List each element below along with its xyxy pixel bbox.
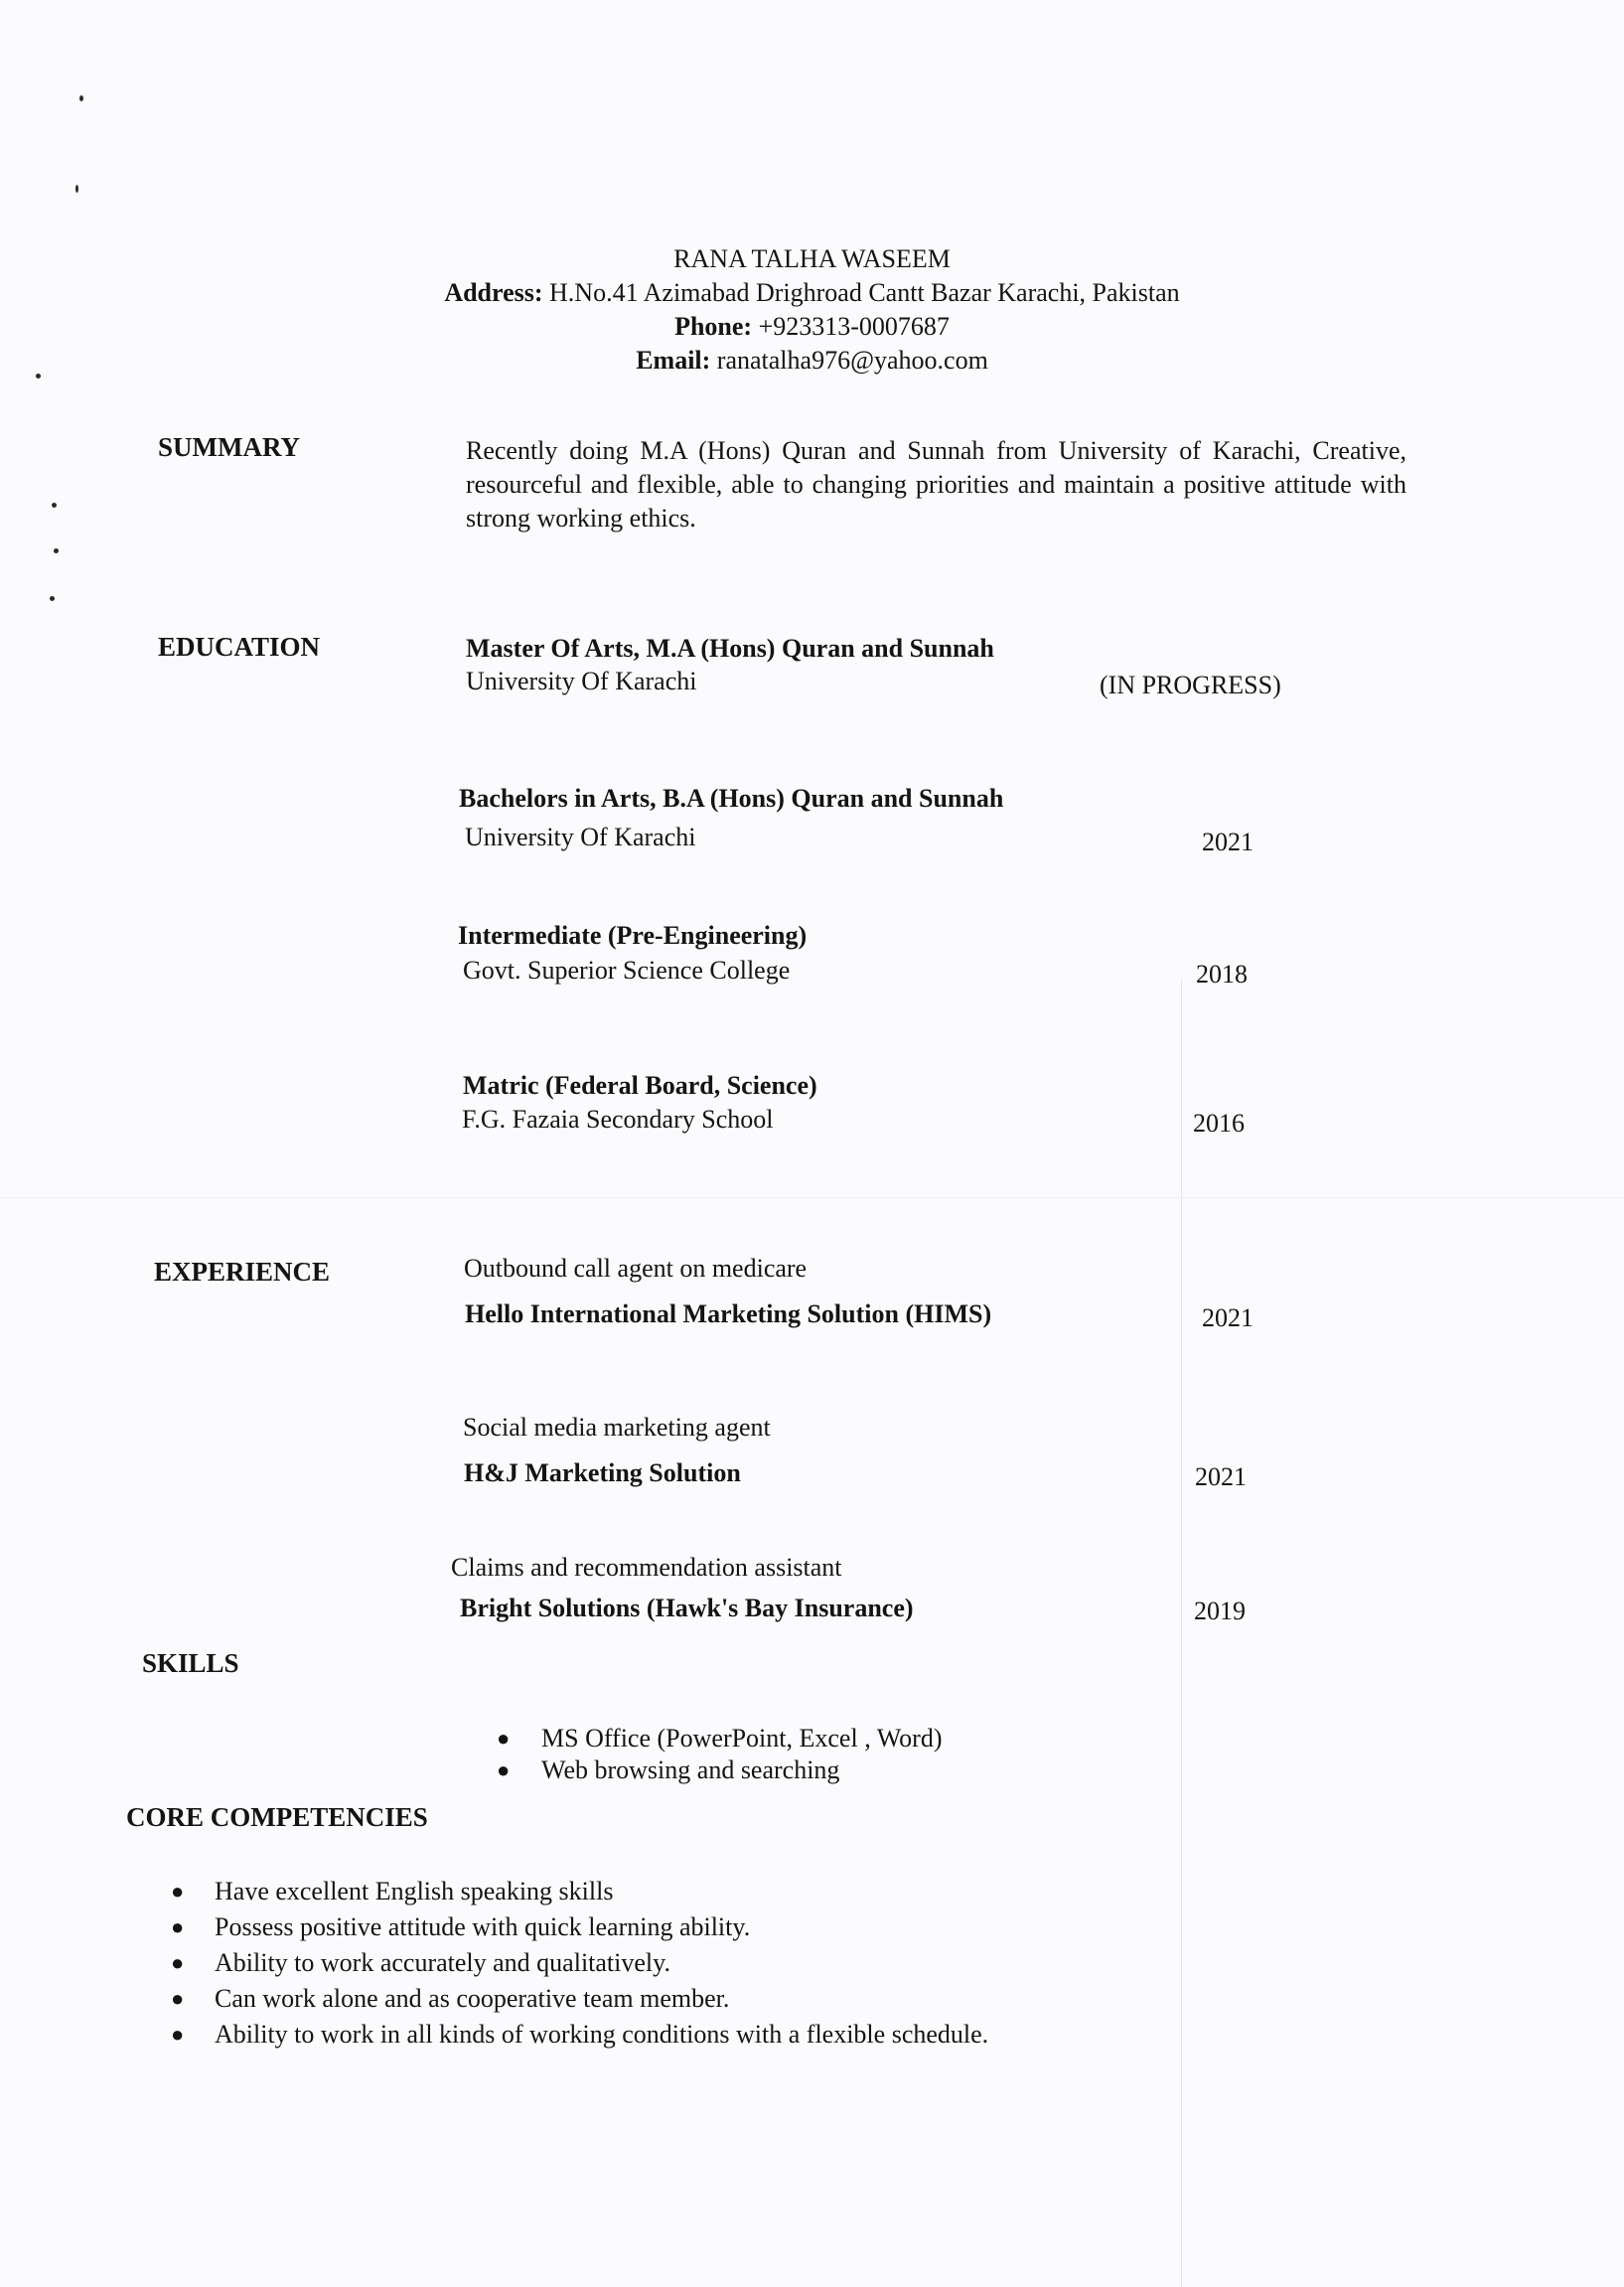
- core-competencies-list: [171, 1877, 988, 2056]
- email-line: [0, 348, 1624, 374]
- education-institution: F.G. Fazaia Secondary School: [462, 1105, 774, 1134]
- address-line: [0, 280, 1624, 306]
- experience-heading: EXPERIENCE: [154, 1257, 331, 1287]
- phone-value: +923313-0007687: [758, 312, 950, 341]
- competency-text: Ability to work in all kinds of working conditions with a flexible schedule.: [215, 2020, 989, 2049]
- list-item: ● MS Office (PowerPoint, Excel , Word): [497, 1724, 943, 1753]
- skills-list: [497, 1724, 943, 1787]
- scan-speck: [50, 596, 55, 601]
- list-item: ● Possess positive attitude with quick learning ability.: [171, 1912, 751, 1941]
- list-item: ● Ability to work in all kinds of working conditions with a flexible schedule.: [171, 2020, 989, 2049]
- list-item: ● Ability to work accurately and qualitatively.: [171, 1948, 670, 1977]
- education-degree: Intermediate (Pre-Engineering): [458, 921, 808, 950]
- education-year: (IN PROGRESS): [1100, 671, 1281, 699]
- competency-text: Possess positive attitude with quick learning ability.: [215, 1912, 751, 1941]
- experience-company: H&J Marketing Solution: [464, 1458, 741, 1487]
- address-value: H.No.41 Azimabad Drighroad Cantt Bazar Karachi, Pakistan: [549, 278, 1180, 307]
- summary-text: Recently doing M.A (Hons) Quran and Sunnah from University of Karachi, Creative, resourceful and flexible, able to changing priorities and maintain a positive attitude with strong working ethics.: [466, 436, 1406, 533]
- scan-speck: [75, 185, 78, 193]
- experience-role: Claims and recommendation assistant: [451, 1553, 842, 1582]
- experience-year: 2021: [1202, 1303, 1254, 1332]
- paper-fold-line-horizontal: [0, 1197, 1624, 1198]
- education-degree: Master Of Arts, M.A (Hons) Quran and Sunnah: [466, 634, 994, 663]
- skill-text: MS Office (PowerPoint, Excel , Word): [541, 1724, 943, 1753]
- education-year: 2018: [1196, 960, 1248, 989]
- address-label: Address:: [444, 278, 543, 307]
- education-year: 2016: [1193, 1109, 1245, 1138]
- education-institution: Govt. Superior Science College: [463, 956, 791, 985]
- summary-heading: SUMMARY: [158, 432, 301, 462]
- skills-heading: SKILLS: [142, 1648, 239, 1678]
- phone-line: [0, 314, 1624, 340]
- education-institution: University Of Karachi: [466, 667, 697, 695]
- experience-role: Social media marketing agent: [463, 1413, 771, 1442]
- education-degree: Matric (Federal Board, Science): [463, 1071, 817, 1100]
- skill-text: Web browsing and searching: [541, 1755, 840, 1784]
- education-year: 2021: [1202, 828, 1254, 856]
- competency-text: Ability to work accurately and qualitatively.: [215, 1948, 670, 1977]
- candidate-name: RANA TALHA WASEEM: [673, 244, 951, 273]
- list-item: ● Can work alone and as cooperative team member.: [171, 1984, 730, 2013]
- phone-label: Phone:: [674, 312, 753, 341]
- scan-speck: [79, 95, 83, 101]
- competency-text: Can work alone and as cooperative team member.: [215, 1984, 730, 2013]
- experience-year: 2021: [1195, 1462, 1247, 1491]
- competency-text: Have excellent English speaking skills: [215, 1877, 614, 1906]
- scan-speck: [54, 548, 59, 553]
- experience-company: Hello International Marketing Solution (HIMS): [465, 1299, 992, 1328]
- email-value: ranatalha976@yahoo.com: [716, 346, 988, 375]
- core-competencies-heading: CORE COMPETENCIES: [126, 1802, 428, 1832]
- experience-company: Bright Solutions (Hawk's Bay Insurance): [460, 1594, 914, 1622]
- list-item: ● Web browsing and searching: [497, 1755, 840, 1784]
- experience-role: Outbound call agent on medicare: [464, 1254, 808, 1283]
- scan-speck: [36, 374, 41, 379]
- list-item: ● Have excellent English speaking skills: [171, 1877, 614, 1906]
- education-degree: Bachelors in Arts, B.A (Hons) Quran and Sunnah: [459, 784, 1004, 813]
- scan-speck: [52, 503, 57, 508]
- experience-year: 2019: [1194, 1597, 1246, 1625]
- education-institution: University Of Karachi: [465, 823, 696, 851]
- paper-fold-line: [1181, 979, 1182, 2287]
- education-heading: EDUCATION: [158, 632, 321, 662]
- email-label: Email:: [636, 346, 711, 375]
